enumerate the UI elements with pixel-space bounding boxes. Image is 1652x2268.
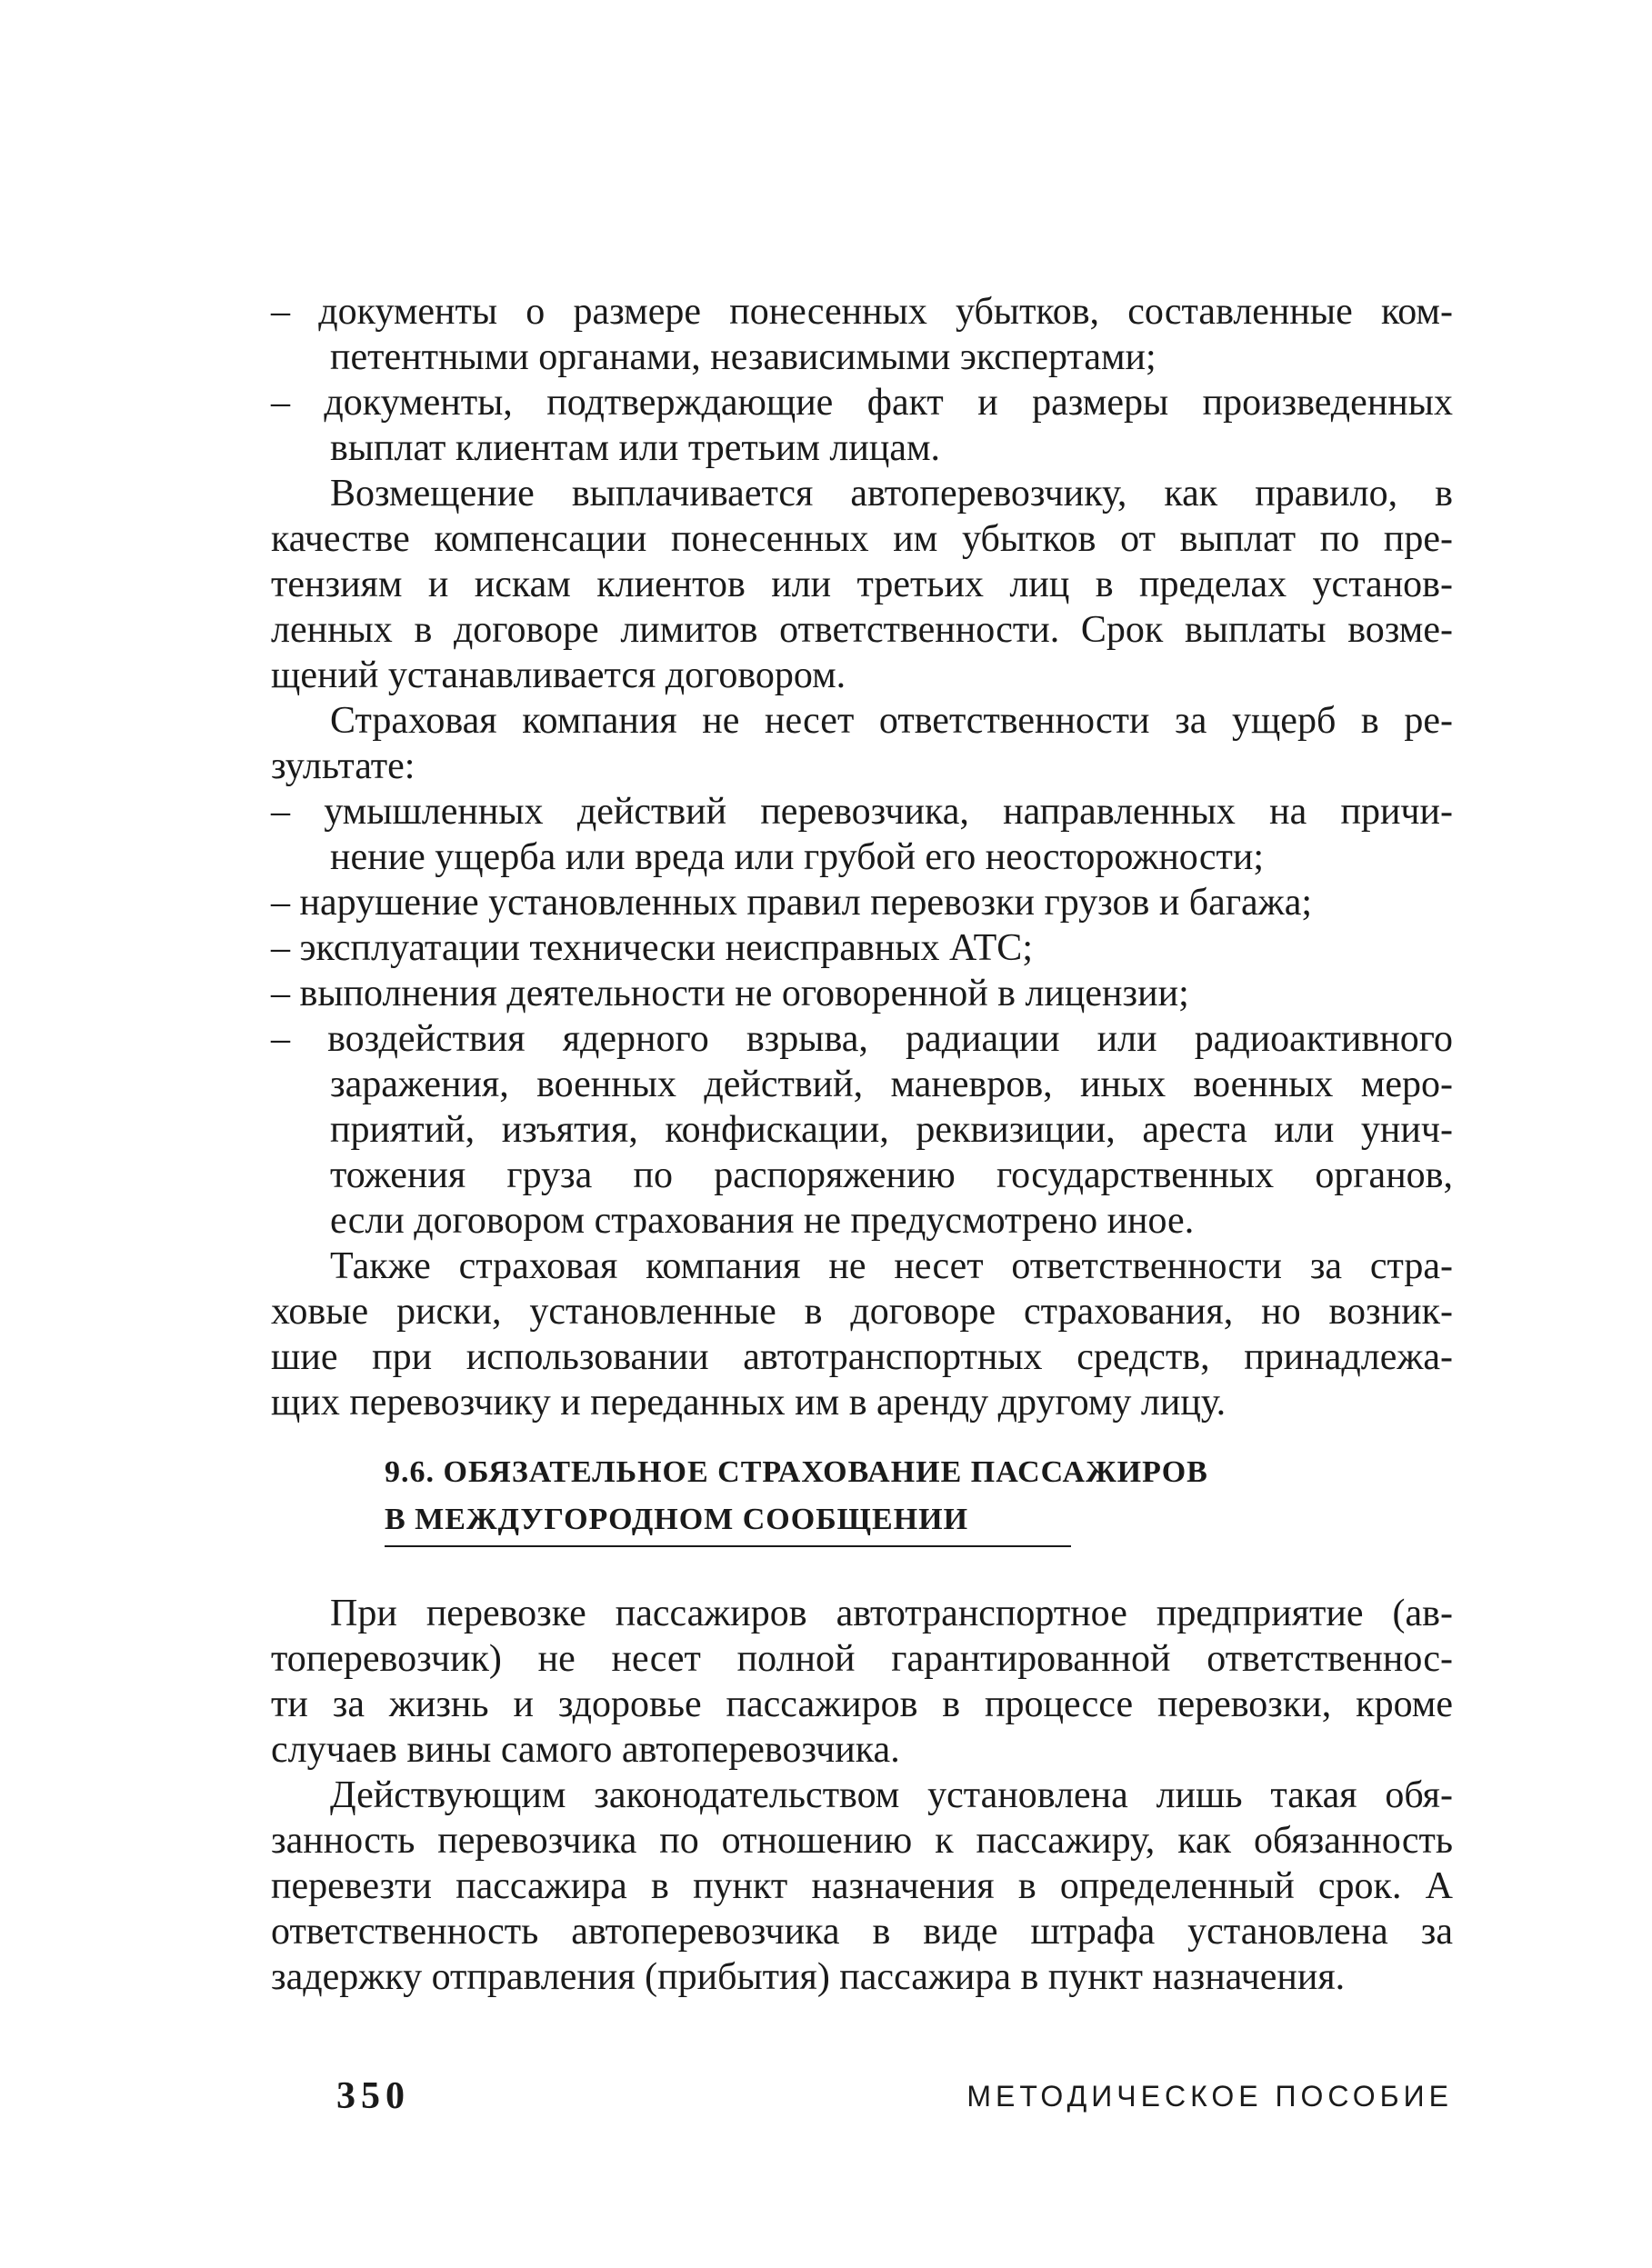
- text-line: Действующим законодательством установлена лишь такая обя-: [330, 1774, 1453, 1816]
- text-line: нение ущерба или вреда или грубой его неосторожности;: [330, 836, 1264, 878]
- text-line: – выполнения деятельности не оговоренной в лицензии;: [271, 973, 1189, 1014]
- list-item: [271, 380, 1453, 471]
- text-line: тожения груза по распоряжению государственных органов,: [330, 1154, 1453, 1196]
- text-line: выплат клиентам или третьим лицам.: [330, 427, 941, 469]
- text-line: случаев вины самого автоперевозчика.: [271, 1729, 900, 1771]
- page-number: 350: [336, 2075, 410, 2117]
- text-line: заражения, военных действий, маневров, иных военных меро-: [330, 1064, 1453, 1105]
- text-line: тензиям и искам клиентов или третьих лиц в пределах установ-: [271, 564, 1453, 605]
- text-line: занность перевозчика по отношению к пассажиру, как обязанность: [271, 1820, 1453, 1862]
- text-line: ти за жизнь и здоровье пассажиров в процессе перевозки, кроме: [271, 1684, 1453, 1725]
- text-line: зультате:: [271, 745, 416, 787]
- text-line: петентными органами, независимыми экспертами;: [330, 336, 1156, 378]
- list-item: [271, 289, 1453, 380]
- page-footer: [271, 2074, 1453, 2129]
- text-line: ответственность автоперевозчика в виде штрафа установлена за: [271, 1911, 1453, 1953]
- section-heading: [385, 1449, 1294, 1547]
- section-heading-line-2: В МЕЖДУГОРОДНОМ СООБЩЕНИИ: [385, 1503, 969, 1536]
- paragraph: [271, 698, 1453, 789]
- running-title: МЕТОДИЧЕСКОЕ ПОСОБИЕ: [966, 2080, 1453, 2113]
- list-item: [271, 880, 1453, 925]
- paragraph: [271, 1773, 1453, 2000]
- list-item: [271, 1016, 1453, 1244]
- paragraph: [271, 1591, 1453, 1773]
- heading-underline: [385, 1545, 1071, 1547]
- text-line: перевезти пассажира в пункт назначения в определенный срок. А: [271, 1865, 1453, 1907]
- text-line: – документы о размере понесенных убытков, составленные ком-: [271, 291, 1453, 333]
- text-line: Также страховая компания не несет ответственности за стра-: [330, 1245, 1453, 1287]
- body-text-after-heading: [271, 1591, 1453, 2000]
- paragraph: [271, 1244, 1453, 1425]
- text-line: – документы, подтверждающие факт и размеры произведенных: [271, 382, 1453, 424]
- page-content: [271, 289, 1453, 2000]
- text-line: приятий, изъятия, конфискации, реквизиции, ареста или унич-: [330, 1109, 1453, 1151]
- text-line: – эксплуатации технически неисправных АТС;: [271, 927, 1033, 969]
- paragraph: [271, 471, 1453, 698]
- section-heading-line-1: 9.6. ОБЯЗАТЕЛЬНОЕ СТРАХОВАНИЕ ПАССАЖИРОВ: [385, 1455, 1208, 1489]
- text-line: щений устанавливается договором.: [271, 654, 846, 696]
- list-item: [271, 971, 1453, 1016]
- body-text-before-heading: [271, 289, 1453, 1425]
- text-line: – воздействия ядерного взрыва, радиации или радиоактивного: [271, 1018, 1453, 1060]
- list-item: [271, 925, 1453, 971]
- text-line: ховые риски, установленные в договоре страхования, но возник-: [271, 1291, 1453, 1333]
- list-item: [271, 789, 1453, 880]
- text-line: шие при использовании автотранспортных средств, принадлежа-: [271, 1336, 1453, 1378]
- text-line: При перевозке пассажиров автотранспортное предприятие (ав-: [330, 1593, 1453, 1634]
- text-line: – умышленных действий перевозчика, направленных на причи-: [271, 791, 1453, 833]
- text-line: Страховая компания не несет ответственности за ущерб в ре-: [330, 700, 1453, 742]
- text-line: задержку отправления (прибытия) пассажира в пункт назначения.: [271, 1956, 1346, 1998]
- text-line: топеревозчик) не несет полной гарантированной ответственнос-: [271, 1638, 1453, 1680]
- text-line: – нарушение установленных правил перевозки грузов и багажа;: [271, 882, 1313, 924]
- text-line: Возмещение выплачивается автоперевозчику, как правило, в: [330, 473, 1453, 515]
- text-line: щих перевозчику и переданных им в аренду другому лицу.: [271, 1382, 1226, 1424]
- text-line: ленных в договоре лимитов ответственности. Срок выплаты возме-: [271, 609, 1453, 651]
- text-line: качестве компенсации понесенных им убытков от выплат по пре-: [271, 518, 1453, 560]
- text-line: если договором страхования не предусмотрено иное.: [330, 1200, 1195, 1242]
